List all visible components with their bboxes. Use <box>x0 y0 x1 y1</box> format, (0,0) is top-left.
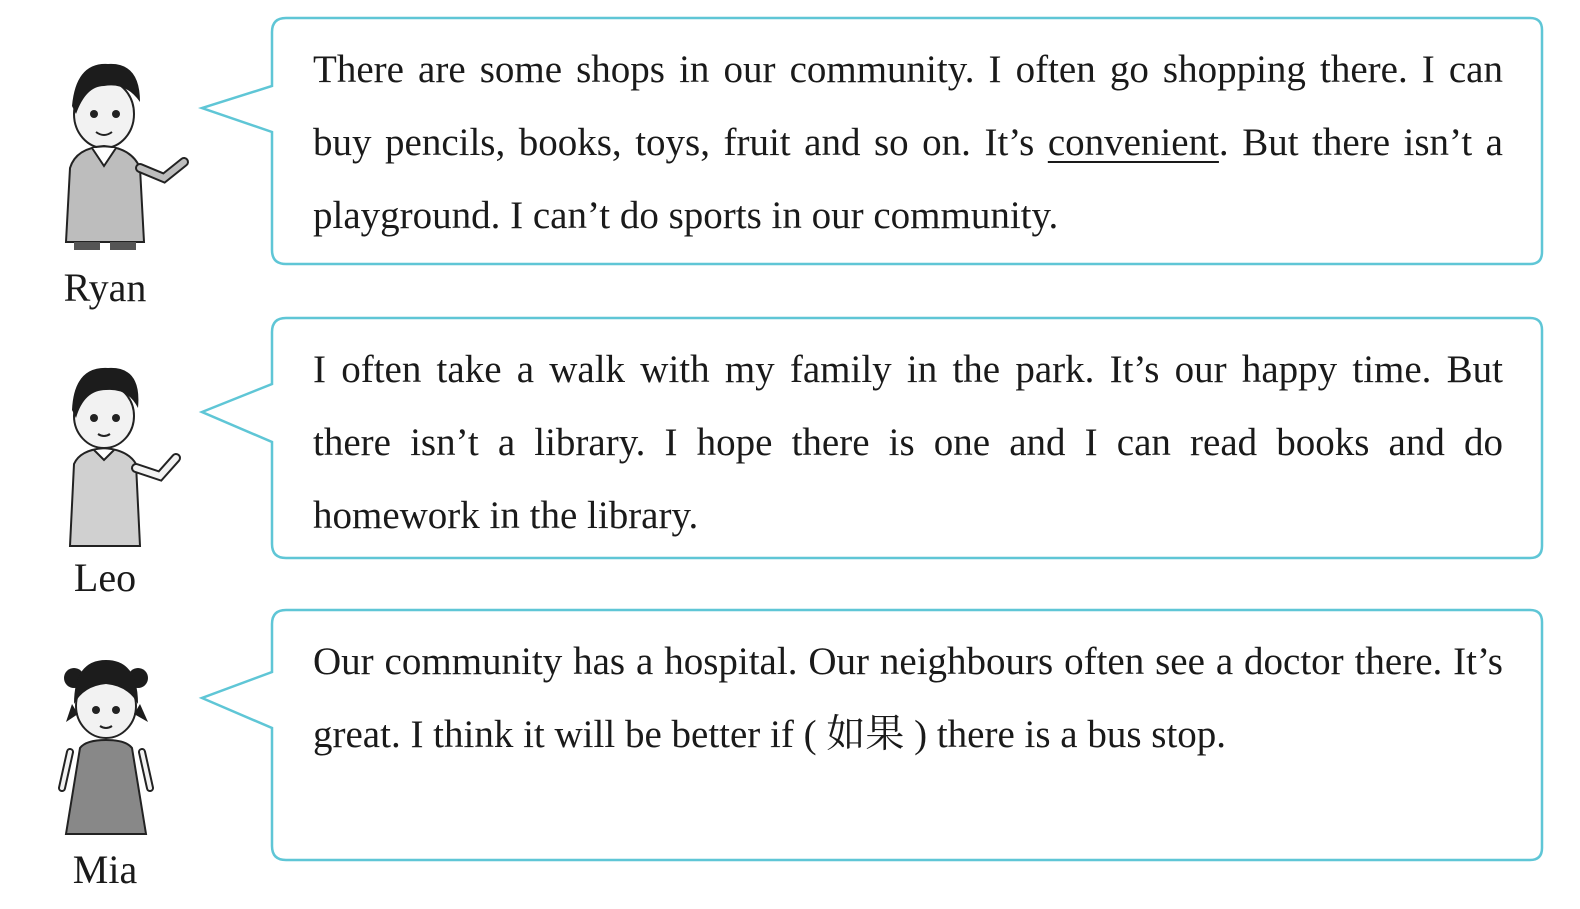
speech-text <box>313 333 1503 552</box>
ryan-avatar <box>56 56 196 256</box>
speaker-row-mia <box>0 592 1580 909</box>
speech-text <box>313 33 1503 252</box>
boy-sweater-icon <box>56 56 196 256</box>
mia-avatar <box>56 648 196 848</box>
speaker-row-leo <box>0 300 1580 610</box>
speech-text-part: I often take a walk with my family in the park. It’s our happy time. But there isn’t a library. I hope there is one and I can read books and do homework in the library. <box>313 348 1503 537</box>
speaker-name: Leo <box>73 555 137 600</box>
speaker-name: Ryan <box>63 265 147 310</box>
speech-text-part: Our community has a hospital. Our neighbours often see a doctor there. It’s great. I think it will be better if ( 如果 ) there is a bus stop. <box>313 640 1503 756</box>
girl-dress-icon <box>56 648 196 848</box>
leo-avatar <box>56 358 196 558</box>
speech-text <box>313 625 1503 771</box>
boy-shirt-icon <box>56 358 196 558</box>
speech-text-part: There are some shops in our community. I often go shopping there. I can buy pencils, books, toys, fruit and so on. It’s <box>313 48 1503 164</box>
speech-text-part: . But there isn’t a playground. I can’t do sports in our community. <box>313 121 1503 237</box>
speaker-row-ryan <box>0 0 1580 310</box>
speaker-name: Mia <box>72 847 138 892</box>
underlined-word: convenient <box>1047 121 1219 164</box>
